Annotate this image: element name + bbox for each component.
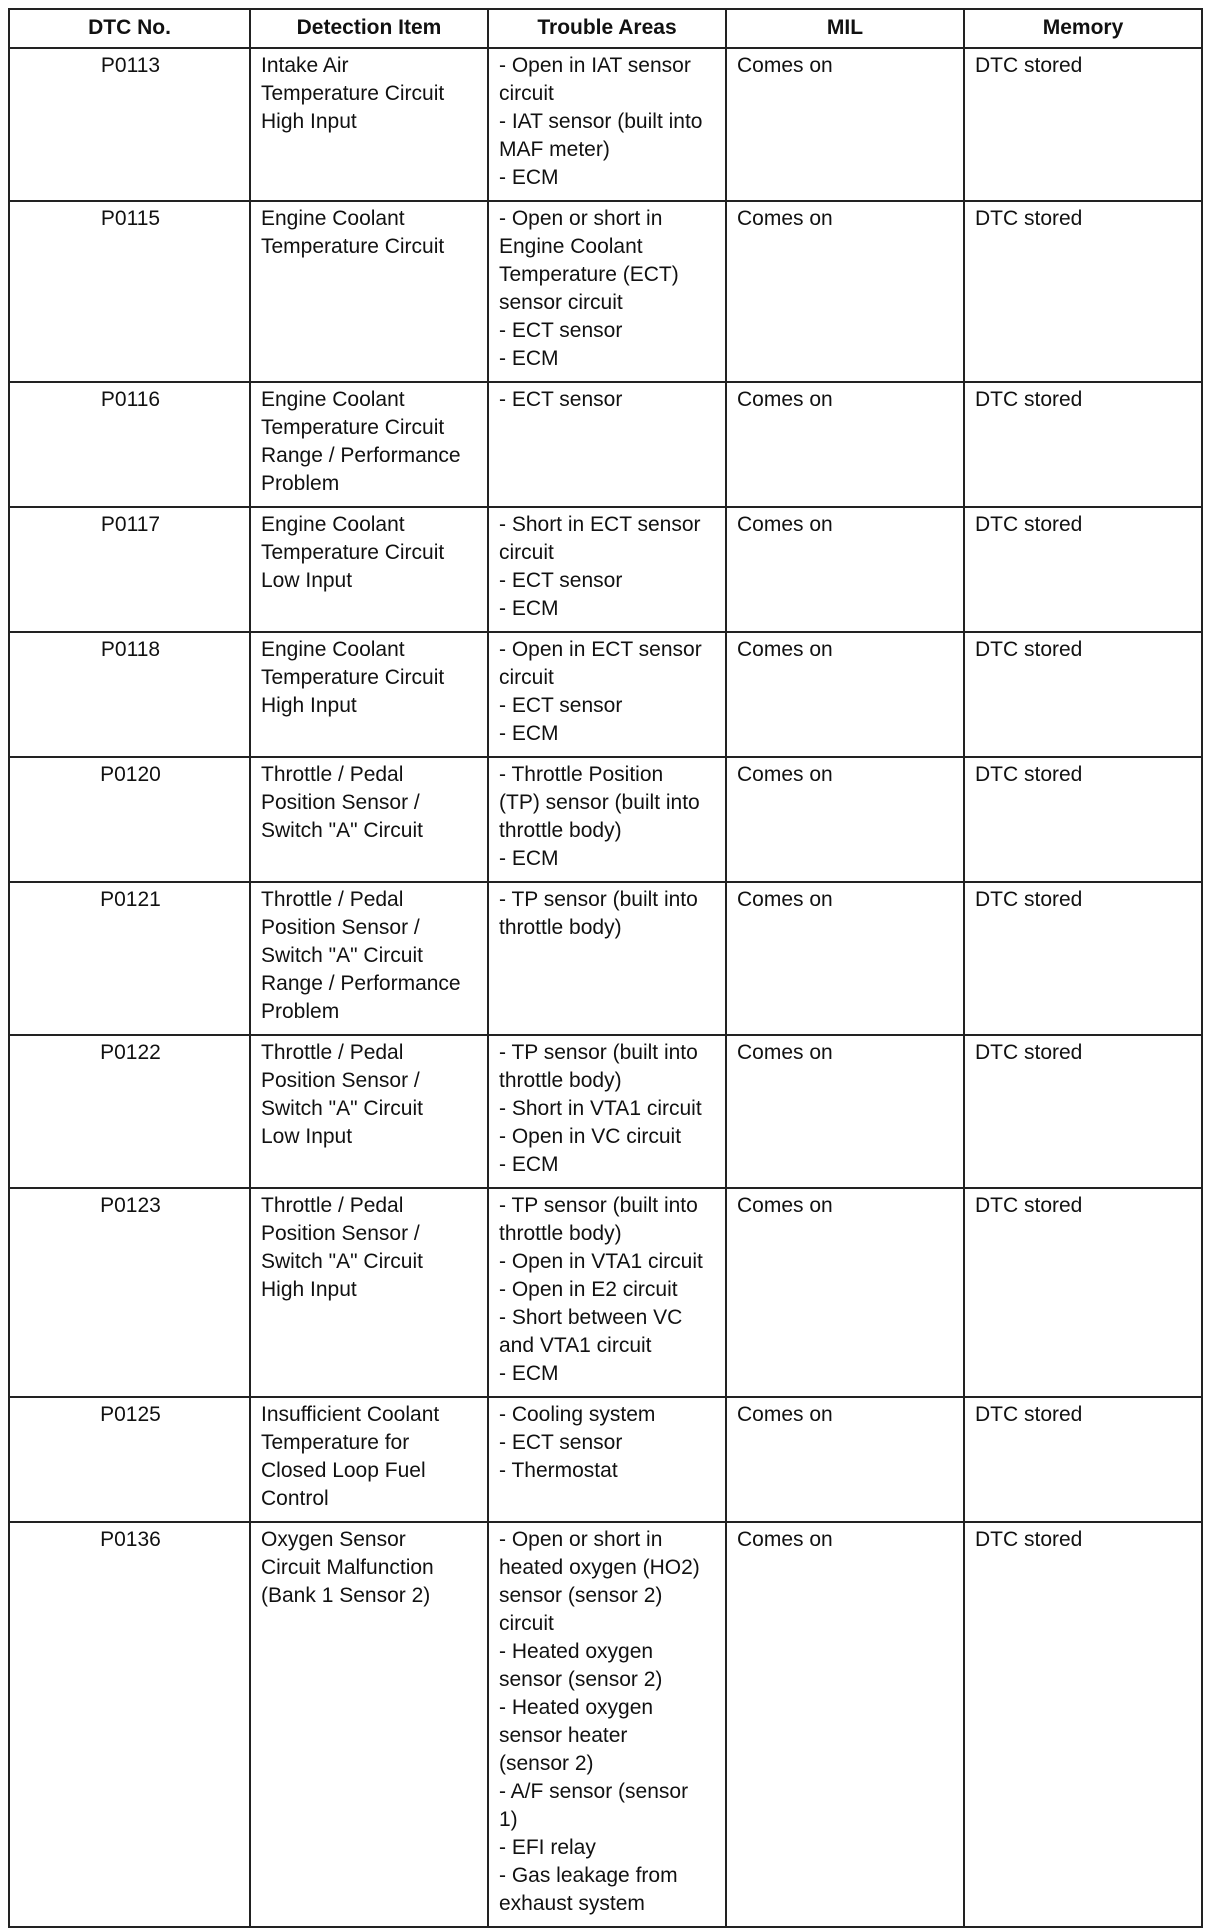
- mil-status: Comes on: [726, 632, 964, 757]
- mil-status: Comes on: [726, 882, 964, 1035]
- mil-status: Comes on: [726, 382, 964, 507]
- table-row: [9, 1188, 1202, 1397]
- table-row: [9, 48, 1202, 201]
- memory-status: DTC stored: [964, 48, 1202, 201]
- table-row: [9, 1035, 1202, 1188]
- header-detection-item: Detection Item: [250, 9, 488, 44]
- table-header-row: [9, 9, 1202, 44]
- dtc-code: P0136: [9, 1522, 250, 1927]
- trouble-areas: - ECT sensor: [488, 382, 726, 507]
- detection-item: Engine Coolant Temperature Circuit High Input: [250, 632, 488, 757]
- memory-status: DTC stored: [964, 632, 1202, 757]
- memory-status: DTC stored: [964, 201, 1202, 382]
- trouble-areas: - Open or short in heated oxygen (HO2) sensor (sensor 2) circuit - Heated oxygen sensor (sensor 2) - Heated oxygen sensor heater (sensor 2) - A/F sensor (sensor 1) - EFI relay - Gas leakage from exhaust system: [488, 1522, 726, 1927]
- table-row: [9, 1522, 1202, 1927]
- trouble-areas: - TP sensor (built into throttle body) - Open in VTA1 circuit - Open in E2 circuit - Short between VC and VTA1 circuit - ECM: [488, 1188, 726, 1397]
- detection-item: Intake Air Temperature Circuit High Input: [250, 48, 488, 201]
- table-row: [9, 382, 1202, 507]
- table-row: [9, 201, 1202, 382]
- dtc-code: P0121: [9, 882, 250, 1035]
- mil-status: Comes on: [726, 757, 964, 882]
- trouble-areas: - TP sensor (built into throttle body): [488, 882, 726, 1035]
- dtc-code: P0113: [9, 48, 250, 201]
- detection-item: Throttle / Pedal Position Sensor / Switch "A" Circuit Low Input: [250, 1035, 488, 1188]
- detection-item: Throttle / Pedal Position Sensor / Switch "A" Circuit: [250, 757, 488, 882]
- dtc-code: P0120: [9, 757, 250, 882]
- mil-status: Comes on: [726, 1035, 964, 1188]
- memory-status: DTC stored: [964, 507, 1202, 632]
- trouble-areas: - Short in ECT sensor circuit - ECT sensor - ECM: [488, 507, 726, 632]
- header-dtc-no: DTC No.: [9, 9, 250, 44]
- trouble-areas: - TP sensor (built into throttle body) - Short in VTA1 circuit - Open in VC circuit - ECM: [488, 1035, 726, 1188]
- table-row: [9, 882, 1202, 1035]
- detection-item: Engine Coolant Temperature Circuit Range / Performance Problem: [250, 382, 488, 507]
- detection-item: Insufficient Coolant Temperature for Closed Loop Fuel Control: [250, 1397, 488, 1522]
- header-mil: MIL: [726, 9, 964, 44]
- memory-status: DTC stored: [964, 1188, 1202, 1397]
- trouble-areas: - Open in ECT sensor circuit - ECT sensor - ECM: [488, 632, 726, 757]
- dtc-code: P0118: [9, 632, 250, 757]
- detection-item: Engine Coolant Temperature Circuit Low Input: [250, 507, 488, 632]
- detection-item: Throttle / Pedal Position Sensor / Switch "A" Circuit Range / Performance Problem: [250, 882, 488, 1035]
- mil-status: Comes on: [726, 1188, 964, 1397]
- detection-item: Throttle / Pedal Position Sensor / Switch "A" Circuit High Input: [250, 1188, 488, 1397]
- header-trouble-areas: Trouble Areas: [488, 9, 726, 44]
- detection-item: Oxygen Sensor Circuit Malfunction (Bank 1 Sensor 2): [250, 1522, 488, 1927]
- dtc-code: P0115: [9, 201, 250, 382]
- trouble-areas: - Throttle Position (TP) sensor (built into throttle body) - ECM: [488, 757, 726, 882]
- mil-status: Comes on: [726, 1397, 964, 1522]
- detection-item: Engine Coolant Temperature Circuit: [250, 201, 488, 382]
- memory-status: DTC stored: [964, 882, 1202, 1035]
- dtc-code: P0123: [9, 1188, 250, 1397]
- mil-status: Comes on: [726, 1522, 964, 1927]
- memory-status: DTC stored: [964, 382, 1202, 507]
- dtc-code: P0116: [9, 382, 250, 507]
- header-memory: Memory: [964, 9, 1202, 44]
- dtc-code: P0122: [9, 1035, 250, 1188]
- dtc-code: P0125: [9, 1397, 250, 1522]
- table-row: [9, 1397, 1202, 1522]
- memory-status: DTC stored: [964, 757, 1202, 882]
- memory-status: DTC stored: [964, 1522, 1202, 1927]
- dtc-code: P0117: [9, 507, 250, 632]
- trouble-areas: - Open or short in Engine Coolant Temperature (ECT) sensor circuit - ECT sensor - ECM: [488, 201, 726, 382]
- mil-status: Comes on: [726, 48, 964, 201]
- table-row: [9, 632, 1202, 757]
- mil-status: Comes on: [726, 507, 964, 632]
- dtc-table: [8, 8, 1203, 1928]
- trouble-areas: - Open in IAT sensor circuit - IAT sensor (built into MAF meter) - ECM: [488, 48, 726, 201]
- trouble-areas: - Cooling system - ECT sensor - Thermostat: [488, 1397, 726, 1522]
- table-row: [9, 507, 1202, 632]
- mil-status: Comes on: [726, 201, 964, 382]
- memory-status: DTC stored: [964, 1397, 1202, 1522]
- table-row: [9, 757, 1202, 882]
- memory-status: DTC stored: [964, 1035, 1202, 1188]
